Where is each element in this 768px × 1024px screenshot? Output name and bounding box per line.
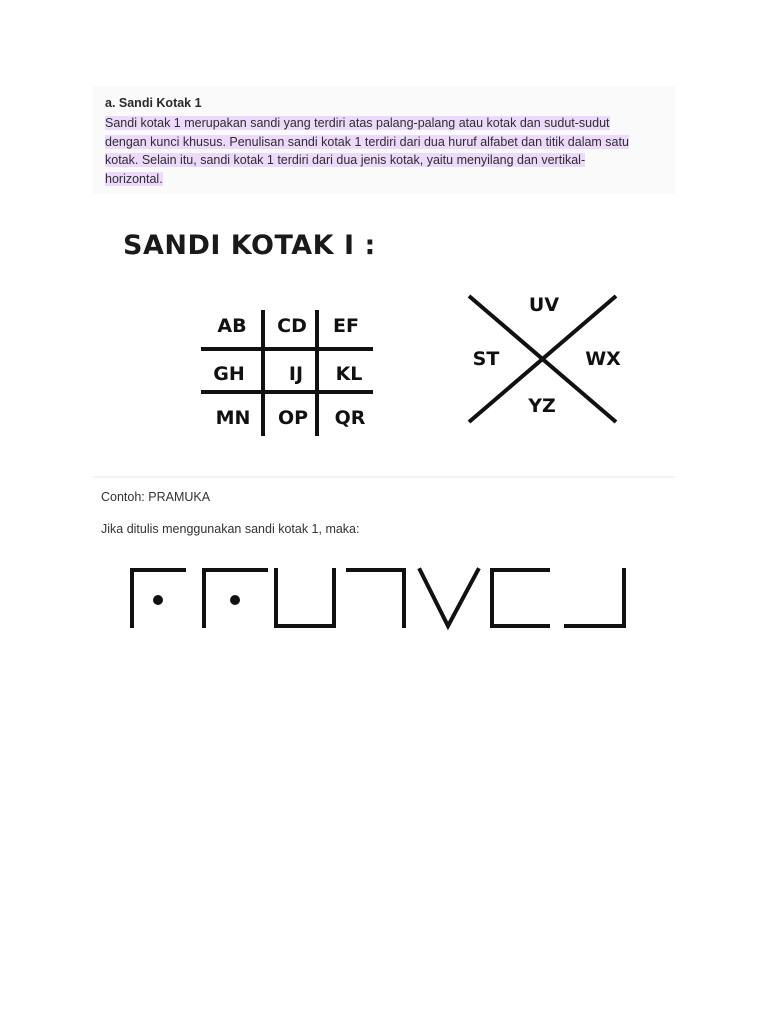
grid-cell-kl: KL [335, 363, 363, 385]
cipher-symbol-a1 [276, 570, 334, 626]
cipher-dot-r [230, 595, 240, 605]
grid-cell-ab: AB [217, 315, 247, 337]
example-intro: Jika ditulis menggunakan sandi kotak 1, maka: [101, 522, 360, 536]
grid-cell-mn: MN [215, 407, 251, 429]
paragraph-line-3: kotak. Selain itu, sandi kotak 1 terdiri dari dua jenis kotak, yaitu menyilang dan vertikal- [105, 153, 586, 167]
grid-cell-qr: QR [334, 407, 366, 429]
grid-cell-cd: CD [277, 315, 307, 337]
cross-label-uv: UV [528, 294, 560, 316]
cipher-dot-p [153, 595, 163, 605]
intro-section [93, 86, 675, 194]
cipher-symbol-m [348, 570, 404, 626]
grid-cell-gh: GH [213, 363, 245, 385]
grid-cell-op: OP [277, 407, 309, 429]
paragraph-line-1: Sandi kotak 1 merupakan sandi yang terdiri atas palang-palang atau kotak dan sudut-sudut [105, 116, 610, 130]
cross-label-wx: WX [585, 348, 621, 370]
cross-label-yz: YZ [528, 395, 556, 417]
paragraph-line-2: dengan kunci khusus. Penulisan sandi kotak 1 terdiri dari dua huruf alfabet dan titik dalam satu [105, 134, 629, 149]
cipher-key-diagram [93, 194, 675, 476]
figure-title: SANDI KOTAK I : [123, 230, 376, 261]
section-paragraph [105, 114, 667, 188]
paragraph-line-4: horizontal. [105, 171, 163, 186]
section-heading: a. Sandi Kotak 1 [105, 96, 202, 110]
cipher-symbol-u [420, 570, 478, 626]
grid-cell-ij: IJ [288, 363, 304, 385]
cipher-symbol-k [492, 570, 548, 626]
cipher-symbol-a2 [566, 570, 624, 626]
grid-cell-ef: EF [333, 315, 359, 337]
example-label: Contoh: PRAMUKA [101, 490, 211, 504]
cross-label-st: ST [472, 348, 500, 370]
encoded-word-pramuka [120, 560, 640, 640]
cipher-key-figure [93, 194, 675, 478]
